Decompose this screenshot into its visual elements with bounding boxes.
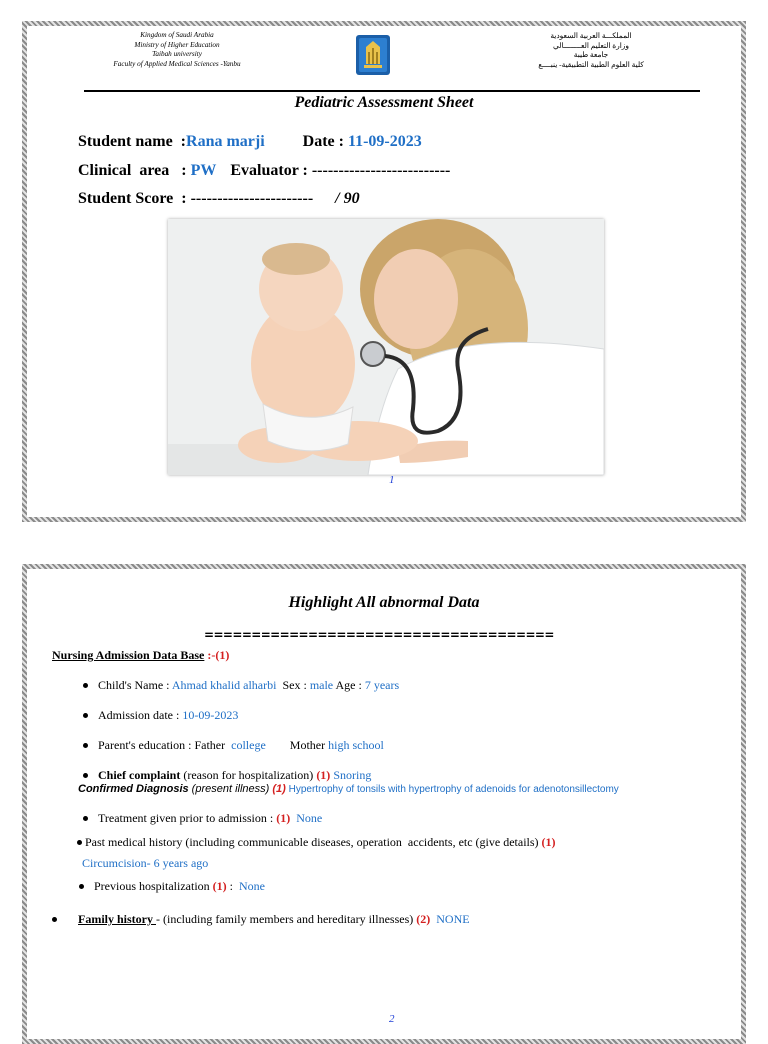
- list-item-treatment: [83, 811, 322, 826]
- diagnosis-value: Hypertrophy of tonsils with hypertrophy of adenoids for adenotonsillectomy: [285, 784, 619, 795]
- header-en-line: Faculty of Applied Medical Sciences -Yanbu: [113, 59, 241, 68]
- treatment-score: (1): [276, 811, 291, 825]
- bullet-icon: [83, 683, 88, 688]
- header-en-line: Ministry of Higher Education: [134, 40, 220, 49]
- family-desc: - (including family members and hereditary illnesses): [156, 912, 417, 926]
- date-label: Date :: [302, 133, 348, 150]
- bullet-icon: [83, 816, 88, 821]
- diagnosis-line: [78, 783, 619, 795]
- section-label: Nursing Admission Data Base: [52, 648, 205, 662]
- pmh-value: Circumcision- 6 years ago: [82, 856, 209, 870]
- bullet-icon: [52, 917, 57, 922]
- family-score: (2): [416, 912, 431, 926]
- diagnosis-label: Confirmed Diagnosis: [78, 783, 189, 795]
- mother-label: Mother: [265, 738, 329, 752]
- bullet-icon: [79, 884, 84, 889]
- age-label: Age :: [333, 678, 365, 692]
- evaluator-label: Evaluator : --------------------------: [230, 162, 451, 179]
- list-item-admission: [83, 708, 238, 723]
- prev-label: Previous hospitalization: [94, 879, 213, 893]
- parents-label: Parent's education : Father: [98, 738, 232, 752]
- child-name-value: Ahmad khalid alharbi: [171, 678, 277, 692]
- date-value: 11-09-2023: [347, 133, 422, 150]
- list-item-past-medical: [77, 835, 556, 850]
- chief-label: Chief complaint: [98, 768, 181, 782]
- score-total: / 90: [335, 190, 360, 207]
- header-ar-line: المملكـــة العربية السعودية: [550, 31, 632, 40]
- header-en-line: Taibah university: [152, 50, 202, 59]
- student-name-label: Student name :: [78, 133, 187, 150]
- admission-value: 10-09-2023: [182, 708, 239, 722]
- header-ar-line: كلية العلوم الطبية التطبيقية- ينبــــع: [538, 59, 644, 69]
- header-arabic: [516, 31, 666, 69]
- clinical-area-row: [78, 162, 450, 180]
- prev-sep: :: [226, 879, 239, 893]
- chief-desc: (reason for hospitalization): [180, 768, 317, 782]
- header-ar-line: وزارة التعليم العــــــــالي: [553, 40, 629, 50]
- bullet-icon: [83, 713, 88, 718]
- list-item-parents: [83, 738, 384, 753]
- section-title: Highlight All abnormal Data: [288, 594, 480, 611]
- page-number-1: 1: [389, 474, 395, 486]
- list-item-family-history: [52, 912, 470, 927]
- family-value: NONE: [430, 912, 470, 926]
- header-english: [92, 31, 262, 69]
- page-title: Pediatric Assessment Sheet: [294, 94, 474, 111]
- prev-score: (1): [212, 879, 227, 893]
- clinical-area-label: Clinical area :: [78, 162, 191, 179]
- pmh-score: (1): [541, 835, 556, 849]
- pmh-label: Past medical history (including communicable diseases, operation accidents, etc (give details): [85, 835, 542, 849]
- bullet-icon: [83, 773, 88, 778]
- diagnosis-desc: (present illness): [188, 783, 273, 795]
- treatment-label: Treatment given prior to admission :: [98, 811, 277, 825]
- list-item-prev-hospitalization: [79, 879, 265, 894]
- family-label: Family history: [78, 912, 156, 926]
- doctor-baby-photo: [168, 219, 604, 475]
- clinical-area-value: PW: [190, 162, 217, 179]
- sex-label: Sex :: [276, 678, 310, 692]
- child-name-label: Child's Name :: [98, 678, 172, 692]
- father-value: college: [231, 738, 266, 752]
- section-score: :-(1): [204, 648, 230, 662]
- section-heading: [52, 648, 229, 663]
- header-divider: [84, 90, 700, 92]
- bullet-icon: [83, 743, 88, 748]
- diagnosis-score: (1): [272, 783, 286, 795]
- chief-score: (1): [316, 768, 331, 782]
- separator-line: =====================================: [204, 628, 554, 642]
- page-number-2: 2: [389, 1013, 395, 1025]
- score-label: Student Score : -----------------------: [78, 190, 314, 207]
- photo-illustration-icon: [168, 219, 604, 475]
- sex-value: male: [309, 678, 334, 692]
- list-item-child-name: [83, 678, 399, 693]
- student-name-value: Rana marji: [186, 133, 265, 150]
- treatment-value: None: [290, 811, 323, 825]
- header-en-line: Kingdom of Saudi Arabia: [140, 31, 214, 39]
- chief-value: Snoring: [330, 768, 372, 782]
- header-ar-line: جامعة طيبة: [573, 50, 609, 60]
- list-item-chief-complaint: [83, 768, 371, 783]
- university-logo-icon: [355, 34, 391, 76]
- mother-value: high school: [328, 738, 384, 752]
- admission-label: Admission date :: [98, 708, 183, 722]
- score-row: [78, 190, 360, 208]
- bullet-icon: [77, 840, 82, 845]
- age-value: 7 years: [364, 678, 400, 692]
- student-name-row: [78, 133, 422, 151]
- prev-value: None: [239, 879, 265, 893]
